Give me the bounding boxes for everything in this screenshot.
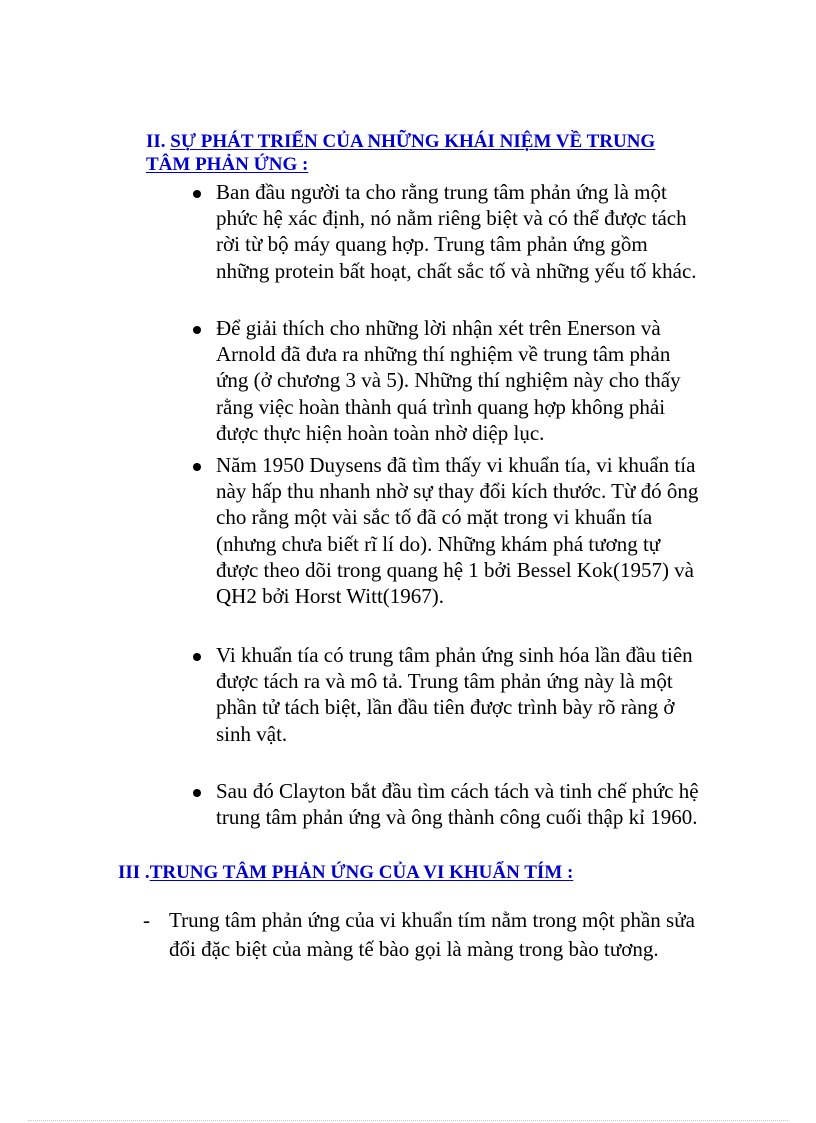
bullet-text: Sau đó Clayton bắt đầu tìm cách tách và tinh chế phức hệ trung tâm phản ứng và ông thành công cuối thập kỉ 1960.: [216, 779, 699, 830]
dash-item-text: Trung tâm phản ứng của vi khuẩn tím nằm trong một phần sửa đổi đặc biệt của màng tế bào gọi là màng trong bào tương.: [169, 908, 695, 961]
bullet-list: [190, 452, 700, 609]
bullet-icon: [193, 326, 201, 334]
bullet-list: [190, 642, 700, 747]
list-item: [190, 452, 700, 609]
bullet-text: Ban đầu người ta cho rằng trung tâm phản ứng là một phức hệ xác định, nó nằm riêng biệt và có thể được tách rời từ bộ máy quang hợp. Trung tâm phản ứng gồm những protein bất hoạt, chất sắc tố và những yếu tố khác.: [216, 180, 697, 283]
bullet-list: [190, 179, 700, 284]
section-2-heading: [146, 130, 686, 176]
bullet-icon: [193, 190, 201, 198]
list-item: [143, 906, 703, 964]
section-3-heading: [118, 861, 718, 884]
bullet-list: [190, 778, 700, 830]
bullet-icon: [193, 463, 201, 471]
list-item: [190, 179, 700, 284]
list-item: [190, 315, 700, 446]
section-3-number: III .: [118, 862, 150, 883]
section-3-title: TRUNG TÂM PHẢN ỨNG CỦA VI KHUẨN TÍM :: [149, 862, 574, 883]
dash-list: [143, 906, 703, 964]
list-item: [190, 642, 700, 747]
footer-divider: [28, 1120, 788, 1121]
dash-marker: -: [143, 908, 150, 932]
bullet-icon: [193, 653, 201, 661]
section-2-number: II.: [146, 131, 166, 152]
bullet-text: Để giải thích cho những lời nhận xét trên Enerson và Arnold đã đưa ra những thí nghiệm về trung tâm phản ứng (ở chương 3 và 5). Những thí nghiệm này cho thấy rằng việc hoàn thành quá trình quang hợp không phải được thực hiện hoàn toàn nhờ diệp lục.: [216, 316, 681, 445]
section-2-title: SỰ PHÁT TRIỂN CỦA NHỮNG KHÁI NIỆM VỀ TRUNG TÂM PHẢN ỨNG :: [146, 131, 656, 175]
bullet-text: Năm 1950 Duysens đã tìm thấy vi khuẩn tía, vi khuẩn tía này hấp thu nhanh nhờ sự thay đổi kích thước. Từ đó ông cho rằng một vài sắc tố đã có mặt trong vi khuẩn tía (nhưng chưa biết rĩ lí do). Những khám phá tương tự được theo dõi trong quang hệ 1 bởi Bessel Kok(1957) và QH2 bởi Horst Witt(1967).: [216, 453, 699, 609]
bullet-icon: [193, 789, 201, 797]
bullet-text: Vi khuẩn tía có trung tâm phản ứng sinh hóa lần đầu tiên được tách ra và mô tả. Trung tâm phản ứng này là một phần tử tách biệt, lần đầu tiên được trình bày rõ ràng ở sinh vật.: [216, 643, 693, 746]
bullet-list: [190, 315, 700, 446]
list-item: [190, 778, 700, 830]
